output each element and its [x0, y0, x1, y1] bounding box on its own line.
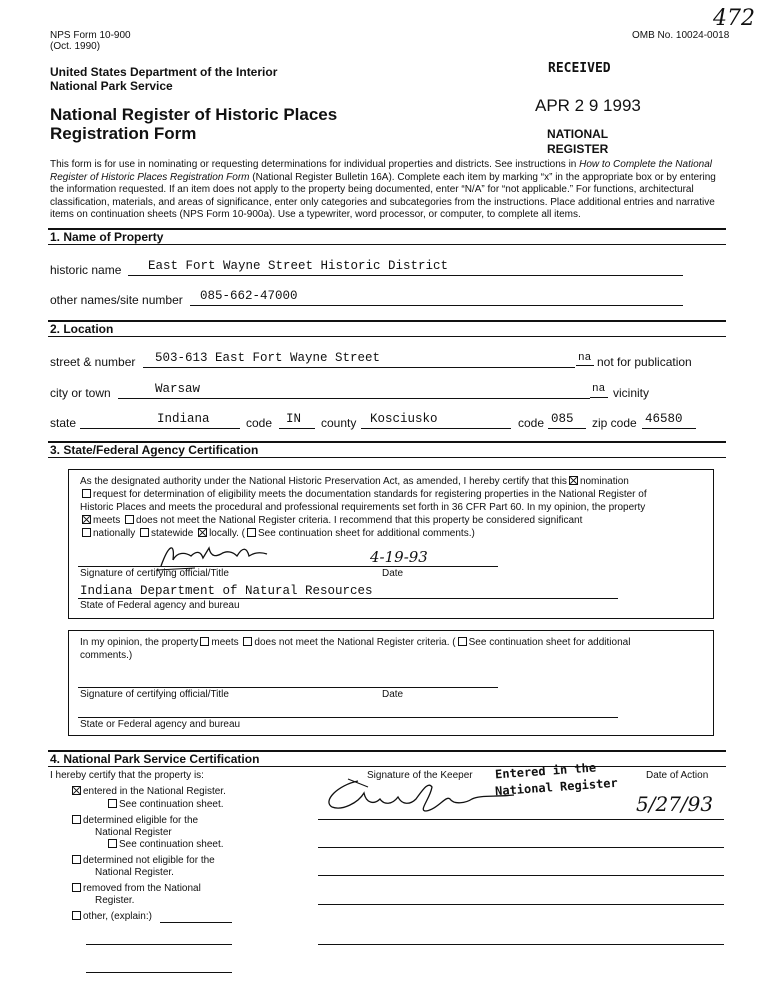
county-code-underline [548, 428, 586, 429]
section4-rule [48, 766, 726, 767]
form-title-line1: National Register of Historic Places [50, 105, 338, 124]
street-label: street & number [50, 355, 136, 369]
eligible-option: determined eligible for the [70, 815, 198, 826]
opinion-line2: comments.) [80, 650, 133, 661]
section4-title: 4. National Park Service Certification [50, 752, 260, 766]
eligible-continuation: See continuation sheet. [106, 839, 224, 850]
not-for-publication-label: not for publication [597, 355, 692, 369]
cert-line3: Historic Places and meets the procedural and professional requirements set forth in 36 CFR Part 60. In my opinion, the property [80, 502, 646, 513]
form-title-line2: Registration Form [50, 124, 197, 143]
other-option: other, (explain:) [70, 911, 152, 922]
city-value[interactable]: Warsaw [155, 382, 201, 396]
entered-stamp-line1: Entered in the [494, 760, 597, 782]
omb-number: OMB No. 10024-0018 [632, 30, 730, 41]
nationally-checkbox[interactable] [82, 528, 91, 537]
section2-rule [48, 336, 726, 337]
cert-line4: meets does not meet the National Register criteria. I recommend that this property be considered significant [80, 515, 582, 526]
cert-line2: request for determination of eligibility meets the documentation standards for registering properties in the National Register of [80, 489, 647, 500]
not-eligible-option: determined not eligible for the [70, 855, 215, 866]
cert-line1: As the designated authority under the National Historic Preservation Act, as amended, I hereby certify that this nomination [80, 476, 629, 487]
received-stamp: RECEIVED [548, 61, 611, 76]
entered-continuation-checkbox[interactable] [108, 799, 117, 808]
other-names-value[interactable]: 085-662-47000 [200, 289, 298, 303]
entered-continuation: See continuation sheet. [106, 799, 224, 810]
signature-underline [78, 566, 498, 567]
state-label: state [50, 416, 77, 430]
not-for-publication-underline [576, 365, 594, 366]
entered-stamp-line2: National Register [494, 775, 619, 799]
certification-date: 4-19-93 [370, 548, 428, 566]
signature-underline-2 [78, 687, 498, 688]
removed-option: removed from the National [70, 883, 201, 894]
opinion-line1: In my opinion, the property meets does not meet the National Register criteria. ( See continuation sheet for additional [80, 637, 631, 648]
received-date: APR 2 9 1993 [535, 96, 641, 115]
street-underline [143, 367, 575, 368]
form-date: (Oct. 1990) [50, 41, 101, 52]
other-explain-line-3 [86, 972, 232, 973]
nps-certify-statement: I hereby certify that the property is: [50, 770, 204, 781]
state-underline [80, 428, 240, 429]
section2-title: 2. Location [50, 322, 114, 336]
not-eligible-option-line2: National Register. [95, 867, 174, 878]
county-code-value[interactable]: 085 [551, 412, 574, 426]
other-checkbox[interactable] [72, 911, 81, 920]
opinion-see-continuation-checkbox[interactable] [458, 637, 467, 646]
statewide-checkbox[interactable] [140, 528, 149, 537]
corner-note: 472 [713, 6, 755, 31]
section3-rule [48, 457, 726, 458]
meets-checkbox[interactable] [82, 515, 91, 524]
removed-checkbox[interactable] [72, 883, 81, 892]
opinion-does-not-meet-checkbox[interactable] [243, 637, 252, 646]
agency-label: State of Federal agency and bureau [80, 600, 240, 611]
other-explain-line-2 [86, 944, 232, 945]
date-of-action-label: Date of Action [646, 770, 709, 781]
city-label: city or town [50, 386, 111, 400]
keeper-line-3 [318, 875, 724, 876]
entered-option: entered in the National Register. [70, 786, 226, 797]
section3-title: 3. State/Federal Agency Certification [50, 443, 259, 457]
county-code-label: code [518, 416, 545, 430]
county-underline [361, 428, 511, 429]
section1-rule [48, 244, 726, 245]
keeper-line-2 [318, 847, 724, 848]
agency-underline [78, 598, 618, 599]
keeper-line-4 [318, 904, 724, 905]
state-code-label: code [246, 416, 273, 430]
zip-label: zip code [592, 416, 637, 430]
vicinity-underline [590, 397, 608, 398]
entered-checkbox[interactable] [72, 786, 81, 795]
removed-option-line2: Register. [95, 895, 135, 906]
stamp-national: NATIONAL [547, 127, 609, 141]
not-eligible-checkbox[interactable] [72, 855, 81, 864]
section1-title: 1. Name of Property [50, 230, 164, 244]
vicinity-label: vicinity [613, 386, 650, 400]
zip-value[interactable]: 46580 [645, 412, 683, 426]
eligible-continuation-checkbox[interactable] [108, 839, 117, 848]
vicinity-value[interactable]: na [592, 383, 606, 395]
service: National Park Service [50, 79, 173, 93]
zip-underline [642, 428, 696, 429]
eligible-checkbox[interactable] [72, 815, 81, 824]
keeper-line-5 [318, 944, 724, 945]
state-code-underline [279, 428, 315, 429]
date-label-2: Date [382, 689, 404, 700]
agency-underline-2 [78, 717, 618, 718]
opinion-meets-checkbox[interactable] [200, 637, 209, 646]
other-names-label: other names/site number [50, 293, 183, 307]
agency-label-2: State or Federal agency and bureau [80, 719, 241, 730]
city-underline [118, 398, 590, 399]
date-of-action-value: 5/27/93 [636, 792, 714, 816]
state-code-value[interactable]: IN [286, 412, 302, 426]
instructions: This form is for use in nominating or requesting determinations for individual properties and districts. See instructions in How to Complete the National Register of Historic Places Registration Form (National Register Bulletin 16A). Complete each item by marking “x” in the appropriate box or by entering the information requested. If an item does not apply to the property being documented, enter “N/A” for “not applicable.” For functions, architectural classification, materials, and areas of significance, enter only categories and subcategories from the instructions. Place additional entries and narrative items on continuation sheets (NPS Form 10-900a). Use a typewriter, word processor, or computer, to complete all items. [50, 159, 716, 220]
other-names-underline [190, 305, 683, 306]
stamp-register: REGISTER [547, 142, 609, 156]
county-value[interactable]: Kosciusko [370, 412, 438, 426]
state-value[interactable]: Indiana [157, 412, 210, 426]
form-number: NPS Form 10-900 [50, 30, 131, 41]
historic-name-label: historic name [50, 263, 122, 277]
street-value[interactable]: 503-613 East Fort Wayne Street [155, 351, 381, 365]
keeper-line-1 [318, 819, 724, 820]
other-explain-underline [160, 922, 232, 923]
agency-value[interactable]: Indiana Department of Natural Resources [80, 584, 373, 598]
department: United States Department of the Interior [50, 65, 278, 79]
nomination-checkbox[interactable] [569, 476, 578, 485]
eligible-option-line2: National Register [95, 827, 172, 838]
does-not-meet-checkbox[interactable] [125, 515, 134, 524]
keeper-signature [318, 775, 558, 815]
cert-line5: nationally statewide locally. ( See continuation sheet for additional comments.) [80, 528, 475, 539]
historic-name-value[interactable]: East Fort Wayne Street Historic District [148, 259, 449, 273]
see-continuation-checkbox[interactable] [247, 528, 256, 537]
not-for-publication-value[interactable]: na [578, 352, 592, 364]
request-eligibility-checkbox[interactable] [82, 489, 91, 498]
keeper-signature-label: Signature of the Keeper [367, 770, 473, 781]
historic-name-underline [128, 275, 683, 276]
date-label: Date [382, 568, 404, 579]
signature-label-2: Signature of certifying official/Title [80, 689, 229, 700]
signature-label: Signature of certifying official/Title [80, 568, 229, 579]
county-label: county [321, 416, 357, 430]
locally-checkbox[interactable] [198, 528, 207, 537]
section2-top-rule [48, 320, 726, 322]
